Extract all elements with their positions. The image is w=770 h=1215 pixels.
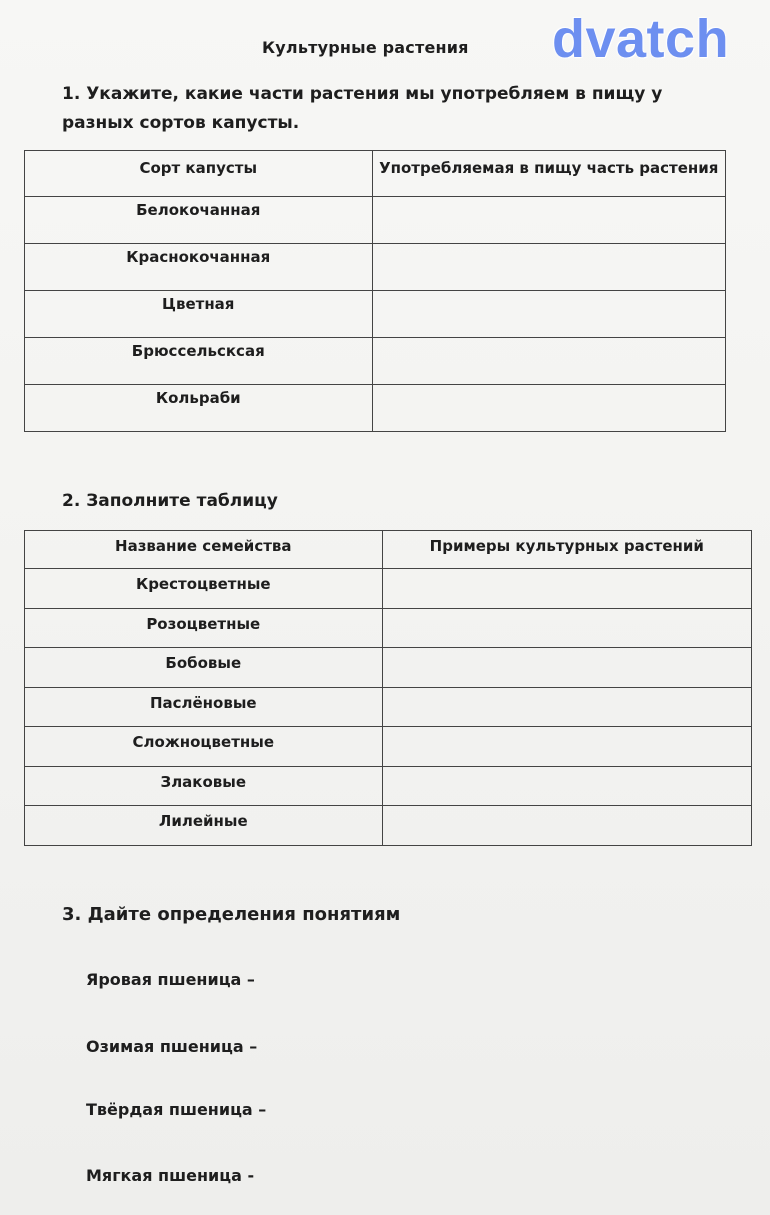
table-header-row: [25, 531, 752, 569]
answer-cell[interactable]: [372, 291, 725, 338]
header-cell: Название семейства: [25, 531, 383, 569]
table-cell: Сложноцветные: [25, 727, 383, 767]
cabbage-table: [24, 150, 726, 432]
definition-item: Мягкая пшеница -: [86, 1166, 255, 1185]
table-cell: Брюссельсксая: [25, 338, 373, 385]
table-row: [25, 291, 726, 338]
table-cell: Краснокочанная: [25, 244, 373, 291]
answer-cell[interactable]: [382, 608, 751, 648]
answer-cell[interactable]: [382, 727, 751, 767]
table-row: [25, 687, 752, 727]
table-cell: Цветная: [25, 291, 373, 338]
families-table: [24, 530, 752, 846]
table-row: [25, 608, 752, 648]
question-1-text: 1. Укажите, какие части растения мы употребляем в пищу у разных сортов капусты.: [62, 84, 663, 133]
answer-cell[interactable]: [372, 197, 725, 244]
header-cell: Употребляемая в пищу часть растения: [372, 151, 725, 197]
page-title: Культурные растения: [262, 38, 469, 57]
definition-item: Твёрдая пшеница –: [86, 1100, 267, 1119]
header-cell: Сорт капусты: [25, 151, 373, 197]
table-cell: Лилейные: [25, 806, 383, 846]
table-row: [25, 244, 726, 291]
definition-item: Яровая пшеница –: [86, 970, 255, 989]
answer-cell[interactable]: [372, 244, 725, 291]
table-row: [25, 385, 726, 432]
question-3-text: 3. Дайте определения понятиям: [62, 904, 401, 925]
question-2-text: 2. Заполните таблицу: [62, 491, 278, 511]
table-row: [25, 766, 752, 806]
table-cell: Белокочанная: [25, 197, 373, 244]
answer-cell[interactable]: [372, 338, 725, 385]
table-row: [25, 727, 752, 767]
answer-cell[interactable]: [382, 806, 751, 846]
table-cell: Бобовые: [25, 648, 383, 688]
definition-item: Озимая пшеница –: [86, 1037, 258, 1056]
table-cell: Злаковые: [25, 766, 383, 806]
table-cell: Крестоцветные: [25, 569, 383, 609]
table-row: [25, 806, 752, 846]
table-row: [25, 338, 726, 385]
watermark-logo: dvatch: [552, 9, 730, 69]
table-cell: Паслёновые: [25, 687, 383, 727]
answer-cell[interactable]: [372, 385, 725, 432]
table-header-row: [25, 151, 726, 197]
table-cell: Кольраби: [25, 385, 373, 432]
table-cell: Розоцветные: [25, 608, 383, 648]
answer-cell[interactable]: [382, 687, 751, 727]
answer-cell[interactable]: [382, 569, 751, 609]
answer-cell[interactable]: [382, 766, 751, 806]
table-row: [25, 648, 752, 688]
answer-cell[interactable]: [382, 648, 751, 688]
header-cell: Примеры культурных растений: [382, 531, 751, 569]
table-row: [25, 197, 726, 244]
table-row: [25, 569, 752, 609]
